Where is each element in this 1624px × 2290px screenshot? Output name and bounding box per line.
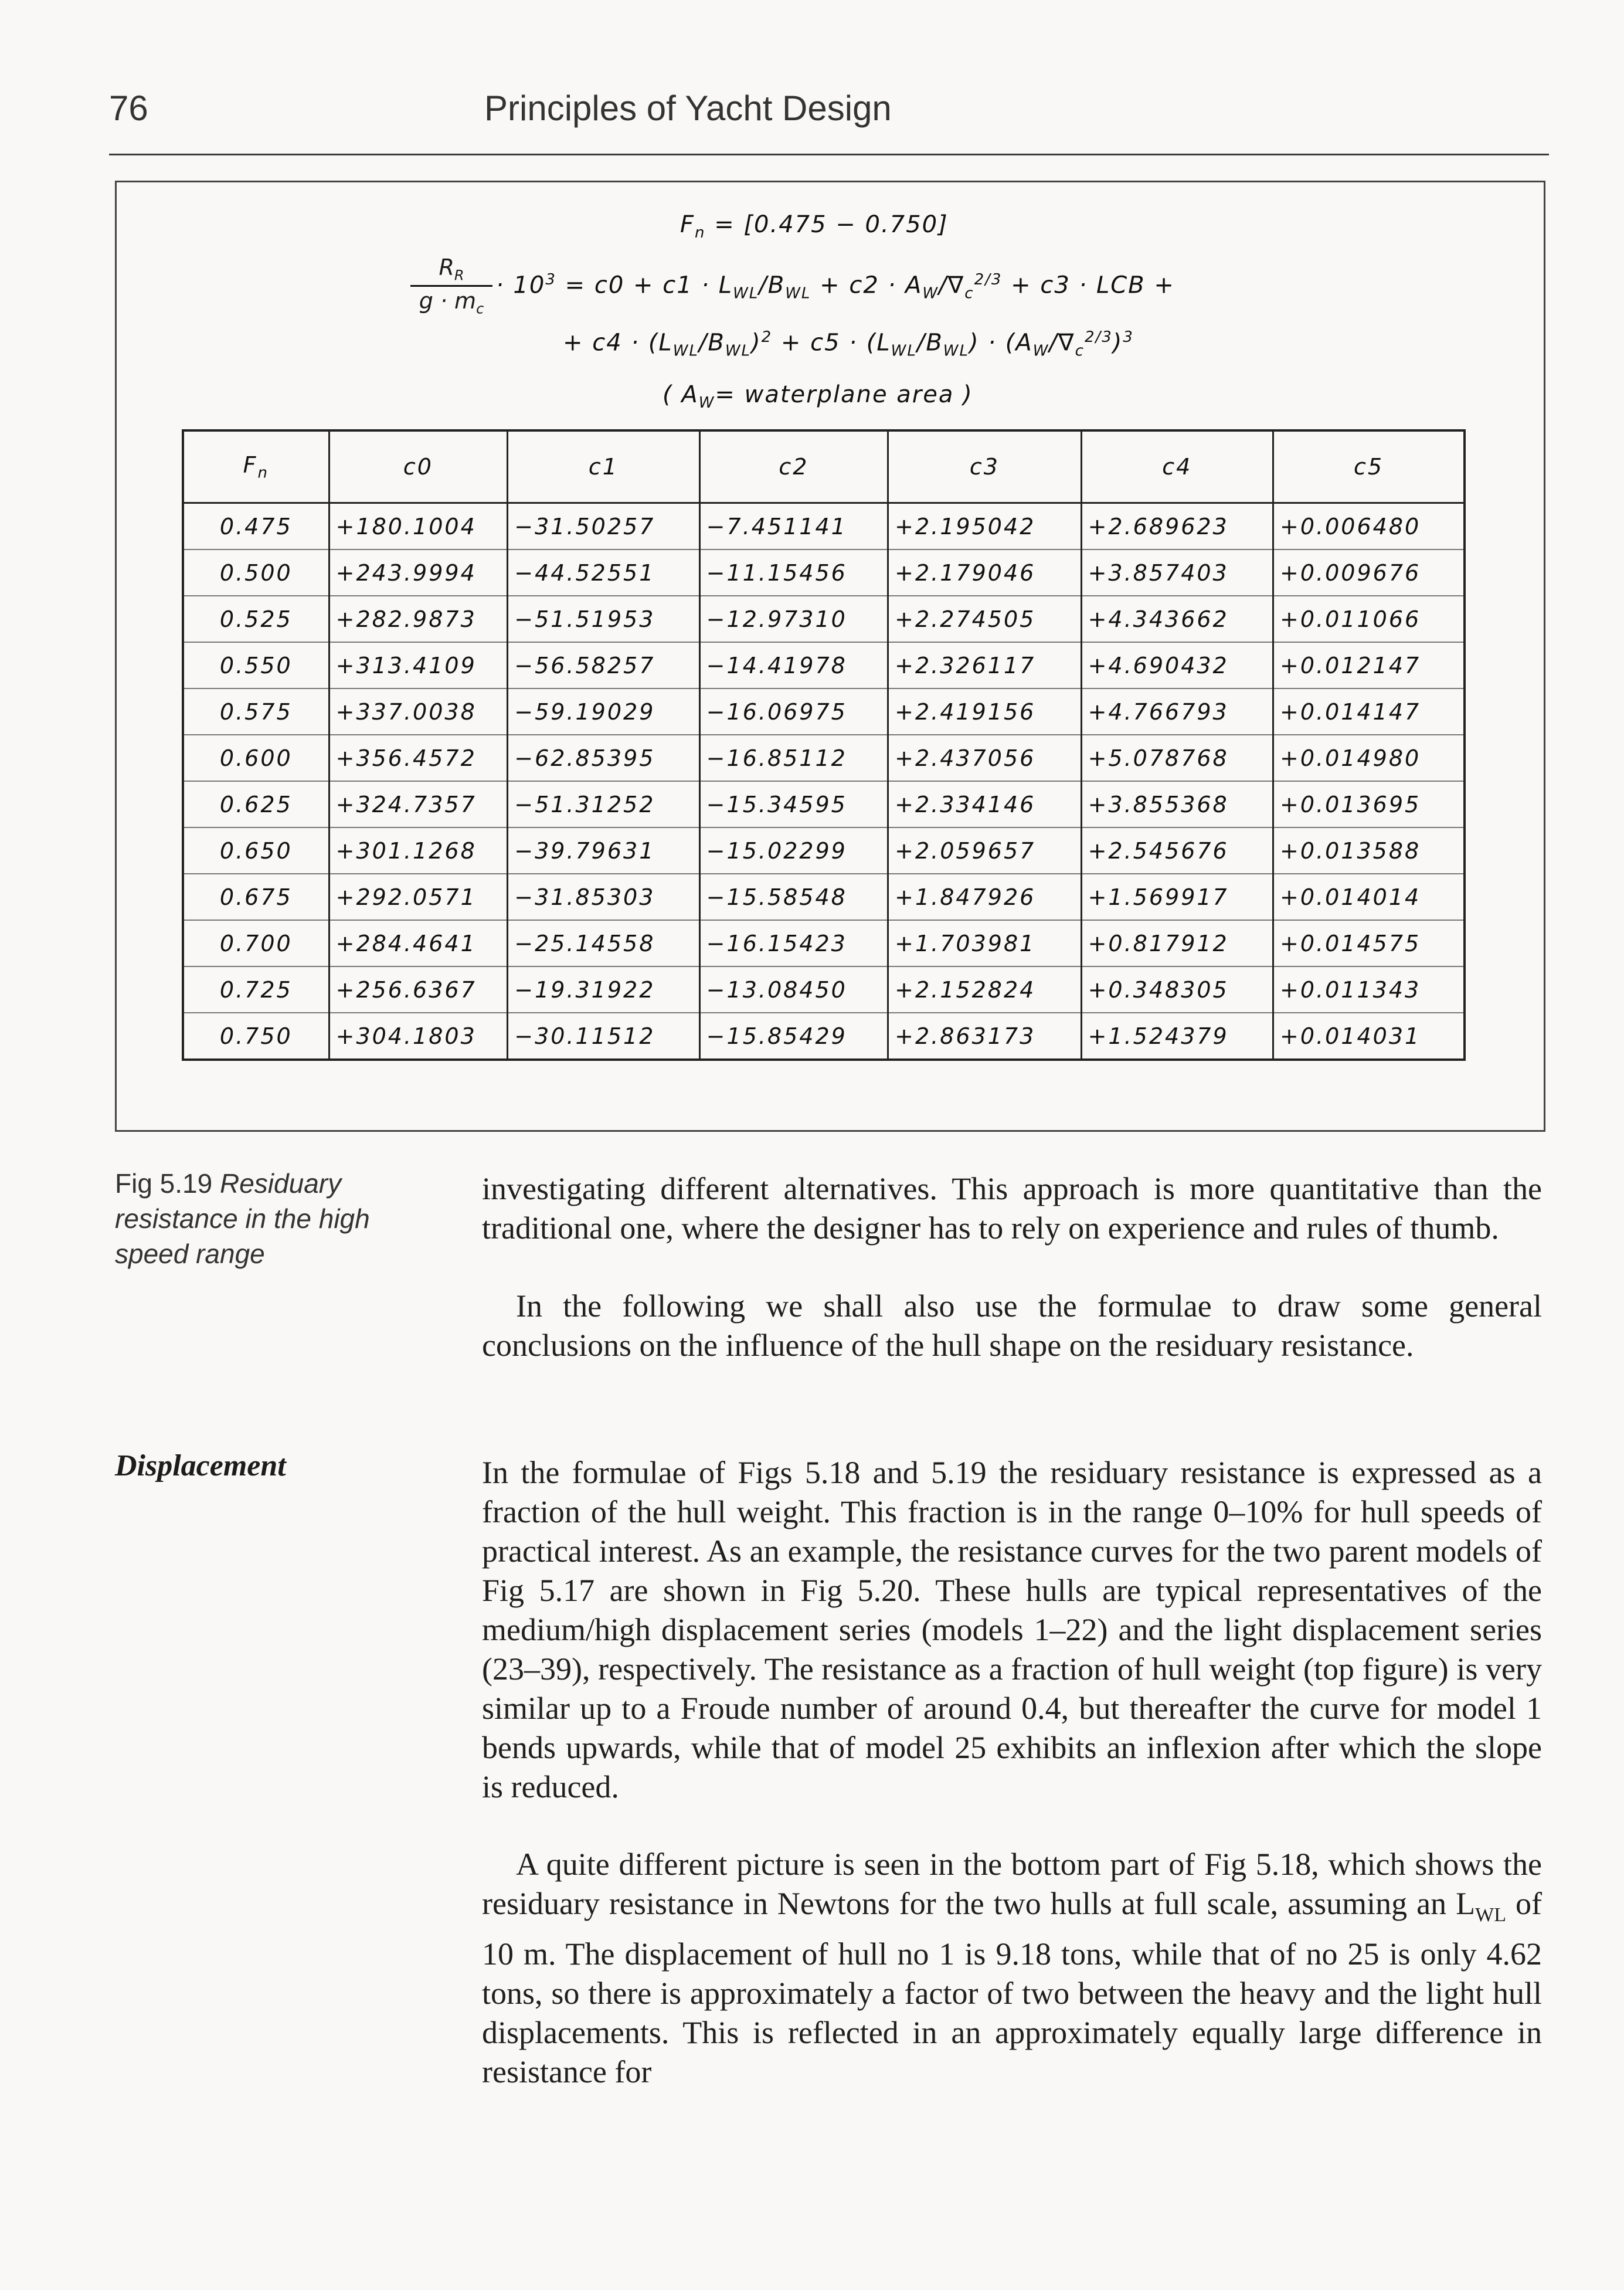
coef-cell-c1: −31.50257 <box>508 503 699 550</box>
coef-cell-c5: +0.011066 <box>1273 596 1465 642</box>
coef-cell-c3: +2.274505 <box>888 596 1081 642</box>
coef-cell-c2: −16.06975 <box>699 688 888 735</box>
coef-cell-c1: −39.79631 <box>508 827 699 874</box>
header-rule <box>109 154 1549 155</box>
table-row <box>183 874 1465 920</box>
coef-cell-c0: +301.1268 <box>329 827 508 874</box>
table-row <box>183 596 1465 642</box>
coef-cell-c5: +0.009676 <box>1273 549 1465 596</box>
coef-cell-c3: +2.326117 <box>888 642 1081 688</box>
coef-cell-c3: +2.179046 <box>888 549 1081 596</box>
header-c3: c3 <box>888 430 1081 503</box>
caption-label: Fig 5.19 <box>115 1168 213 1199</box>
coef-cell-c1: −62.85395 <box>508 735 699 781</box>
coef-cell-c1: −19.31922 <box>508 966 699 1013</box>
table-row <box>183 920 1465 966</box>
coef-cell-c5: +0.013588 <box>1273 827 1465 874</box>
header-c2: c2 <box>699 430 888 503</box>
coef-cell-c2: −16.85112 <box>699 735 888 781</box>
table-row <box>183 549 1465 596</box>
coef-cell-c5: +0.011343 <box>1273 966 1465 1013</box>
coef-cell-c1: −44.52551 <box>508 549 699 596</box>
coef-cell-c1: −31.85303 <box>508 874 699 920</box>
coef-cell-c1: −59.19029 <box>508 688 699 735</box>
coef-cell-c1: −51.31252 <box>508 781 699 827</box>
coef-cell-c1: −51.51953 <box>508 596 699 642</box>
running-title: Principles of Yacht Design <box>484 89 892 128</box>
coef-cell-c5: +0.014031 <box>1273 1013 1465 1060</box>
coef-cell-c5: +0.013695 <box>1273 781 1465 827</box>
coef-cell-c5: +0.014147 <box>1273 688 1465 735</box>
caption-text: Residuary resistance in the high speed range <box>115 1168 370 1269</box>
coef-cell-c0: +243.9994 <box>329 549 508 596</box>
coef-cell-c0: +337.0038 <box>329 688 508 735</box>
table-row <box>183 781 1465 827</box>
coef-cell-c4: +1.524379 <box>1081 1013 1273 1060</box>
coef-cell-c2: −12.97310 <box>699 596 888 642</box>
table-row <box>183 1013 1465 1060</box>
coef-cell-c4: +4.766793 <box>1081 688 1273 735</box>
formula-line-1: · $10^3 = c0 + c1 \cdot L_{WL}/B_{WL} + c2 \cdot A_W/\nabla_c^{2/3} + c3$ · LCB + <box>496 271 1175 303</box>
coefficient-table <box>182 429 1466 1061</box>
coef-cell-c2: −13.08450 <box>699 966 888 1013</box>
coef-cell-c4: +3.857403 <box>1081 549 1273 596</box>
header-fn: $F_n$ <box>183 430 329 503</box>
coef-cell-c5: +0.014980 <box>1273 735 1465 781</box>
header-c4: c4 <box>1081 430 1273 503</box>
figure-caption <box>115 1166 420 1271</box>
table-row <box>183 735 1465 781</box>
paragraph-4: A quite different picture is seen in the bottom part of Fig 5.18, which shows the residuary resistance in Newtons for the two hulls at full scale, assuming an $L_{WL}$ of 10 m. The displacement of hull no 1 is 9.18 tons, while that of no 25 is only 4.62 tons, so there is approximately a factor of two between the heavy and the light hull displacements. This is reflected in an approximately equally large difference in resistance for <box>482 1847 1542 2089</box>
paragraph-3: In the formulae of Figs 5.18 and 5.19 the residuary resistance is expressed as a fraction of the hull weight. This fraction is in the range 0–10% for hull speeds of practical interest. As an example, the resistance curves for the two parent models of Fig 5.17 are shown in Fig 5.20. These hulls are typical representatives of the medium/high displacement series (models 1–22) and the light displacement series (23–39), respectively. The resistance as a fraction of hull weight (top figure) is very similar up to a Froude number of around 0.4, but thereafter the curve for model 1 bends upwards, while that of model 25 exhibits an inflexion after which the slope is reduced. <box>482 1455 1542 1804</box>
coef-cell-c4: +0.817912 <box>1081 920 1273 966</box>
paragraph-2: In the following we shall also use the formulae to draw some general conclusions on the influence of the hull shape on the residuary resistance. <box>482 1288 1542 1363</box>
coef-cell-c4: +4.690432 <box>1081 642 1273 688</box>
resistance-fraction: $\frac{R_R}{g \cdot m_c}$ <box>410 255 492 317</box>
header-c1: c1 <box>508 430 699 503</box>
coef-cell-c5: +0.014575 <box>1273 920 1465 966</box>
coef-cell-c0: +324.7357 <box>329 781 508 827</box>
coef-cell-c2: −7.451141 <box>699 503 888 550</box>
fn-cell: 0.725 <box>183 966 329 1013</box>
fn-cell: 0.675 <box>183 874 329 920</box>
coef-cell-c5: +0.012147 <box>1273 642 1465 688</box>
coef-cell-c2: −15.34595 <box>699 781 888 827</box>
page-number: 76 <box>109 89 148 128</box>
coef-cell-c0: +304.1803 <box>329 1013 508 1060</box>
table-row <box>183 827 1465 874</box>
froude-range-formula: $F_n = [0.475 - 0.750]$ <box>680 211 949 242</box>
coef-cell-c3: +2.152824 <box>888 966 1081 1013</box>
fn-cell: 0.475 <box>183 503 329 550</box>
coef-cell-c0: +313.4109 <box>329 642 508 688</box>
coef-cell-c2: −15.02299 <box>699 827 888 874</box>
table-row <box>183 966 1465 1013</box>
fn-cell: 0.650 <box>183 827 329 874</box>
fn-cell: 0.525 <box>183 596 329 642</box>
paragraph-1: investigating different alternatives. This approach is more quantitative than the traditional one, where the designer has to rely on experience and rules of thumb. <box>482 1171 1542 1246</box>
side-heading-displacement: Displacement <box>115 1449 286 1482</box>
coef-cell-c4: +0.348305 <box>1081 966 1273 1013</box>
formula-line-2: + $c4 \cdot (L_{WL}/B_{WL})^2 + c5 \cdot (L_{WL}/B_{WL}) \cdot (A_W/\nabla_c^{2/3})^3$ <box>563 328 1134 360</box>
coef-cell-c1: −56.58257 <box>508 642 699 688</box>
coef-cell-c5: +0.014014 <box>1273 874 1465 920</box>
coef-cell-c0: +356.4572 <box>329 735 508 781</box>
table-row <box>183 642 1465 688</box>
fn-cell: 0.500 <box>183 549 329 596</box>
coef-cell-c2: −16.15423 <box>699 920 888 966</box>
coef-cell-c3: +2.334146 <box>888 781 1081 827</box>
coef-cell-c3: +2.059657 <box>888 827 1081 874</box>
fn-cell: 0.625 <box>183 781 329 827</box>
fn-cell: 0.575 <box>183 688 329 735</box>
waterplane-note: ( $A_W=$ waterplane area ) <box>662 381 973 412</box>
coef-cell-c2: −14.41978 <box>699 642 888 688</box>
coef-cell-c3: +2.437056 <box>888 735 1081 781</box>
coef-cell-c4: +2.689623 <box>1081 503 1273 550</box>
coef-cell-c2: −11.15456 <box>699 549 888 596</box>
coef-cell-c3: +2.863173 <box>888 1013 1081 1060</box>
coef-cell-c3: +1.703981 <box>888 920 1081 966</box>
fn-cell: 0.700 <box>183 920 329 966</box>
coef-cell-c4: +4.343662 <box>1081 596 1273 642</box>
coef-cell-c3: +1.847926 <box>888 874 1081 920</box>
coef-cell-c0: +282.9873 <box>329 596 508 642</box>
coef-cell-c0: +292.0571 <box>329 874 508 920</box>
coef-cell-c4: +3.855368 <box>1081 781 1273 827</box>
coef-cell-c1: −30.11512 <box>508 1013 699 1060</box>
coef-cell-c3: +2.419156 <box>888 688 1081 735</box>
coef-cell-c0: +284.4641 <box>329 920 508 966</box>
table-row <box>183 688 1465 735</box>
coef-cell-c5: +0.006480 <box>1273 503 1465 550</box>
coef-cell-c2: −15.58548 <box>699 874 888 920</box>
coef-cell-c0: +180.1004 <box>329 503 508 550</box>
coef-cell-c2: −15.85429 <box>699 1013 888 1060</box>
table-row <box>183 503 1465 550</box>
fn-cell: 0.750 <box>183 1013 329 1060</box>
coef-cell-c4: +1.569917 <box>1081 874 1273 920</box>
fn-cell: 0.600 <box>183 735 329 781</box>
header-c0: c0 <box>329 430 508 503</box>
fn-cell: 0.550 <box>183 642 329 688</box>
coef-cell-c0: +256.6367 <box>329 966 508 1013</box>
coef-cell-c1: −25.14558 <box>508 920 699 966</box>
table-header-row <box>183 430 1465 503</box>
coef-cell-c4: +2.545676 <box>1081 827 1273 874</box>
coef-cell-c4: +5.078768 <box>1081 735 1273 781</box>
header-c5: c5 <box>1273 430 1465 503</box>
coef-cell-c3: +2.195042 <box>888 503 1081 550</box>
